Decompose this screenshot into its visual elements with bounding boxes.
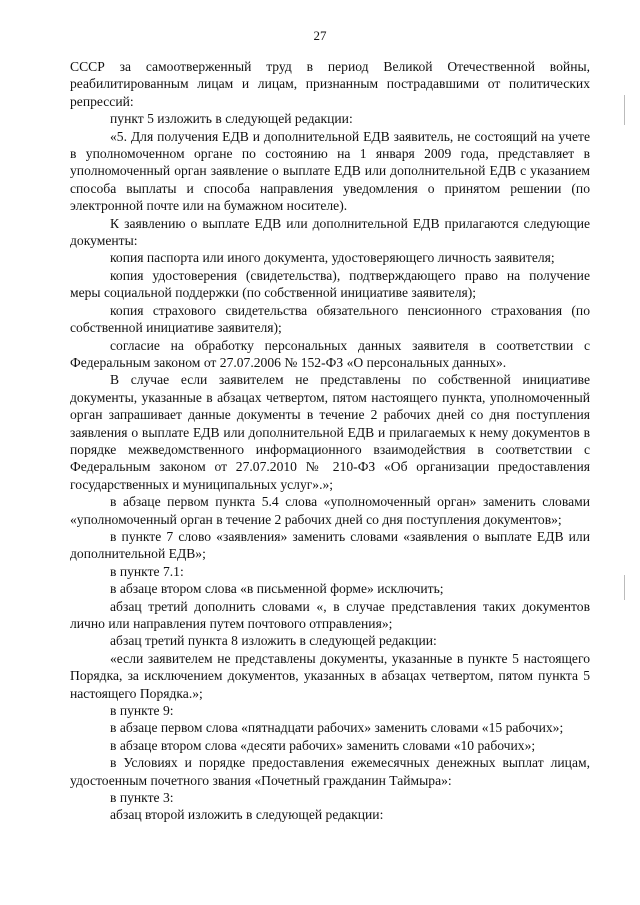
paragraph: пункт 5 изложить в следующей редакции: bbox=[110, 111, 353, 127]
paragraph: согласие на обработку персональных данных заявителя в соответствии с Федеральным законом от 27.07.2006 № 152-ФЗ «О персональных данных». bbox=[70, 337, 590, 370]
paragraph: в пункте 7.1: bbox=[110, 563, 184, 579]
paragraph: в абзаце втором слова «в письменной форме» исключить; bbox=[110, 581, 444, 597]
document-body bbox=[70, 58, 590, 824]
paragraph: копия удостоверения (свидетельства), подтверждающего право на получение меры социальной поддержки (по собственной инициативе заявителя); bbox=[70, 267, 590, 301]
paragraph: в абзаце втором слова «десяти рабочих» заменить словами «10 рабочих»; bbox=[110, 737, 536, 753]
paragraph: СССР за самоотверженный труд в период Великой Отечественной войны, реабилитированным лицам и лицам, признанным пострадавшими от политических репрессий: bbox=[70, 59, 590, 109]
paragraph: в абзаце первом пункта 5.4 слова «уполномоченный орган» заменить словами «уполномоченный орган в течение 2 рабочих дней со дня поступления документов»; bbox=[70, 494, 590, 527]
paragraph: «если заявителем не представлены документы, указанные в пункте 5 настоящего Порядка, за исключением документов, указанных в абзацах четвертом, пятом пункта 5 настоящего Порядка.»; bbox=[70, 650, 590, 701]
paragraph: «5. Для получения ЕДВ и дополнительной ЕДВ заявитель, не состоящий на учете в уполномоченном органе по состоянию на 1 января 2009 года, представляет в уполномоченный орган заявление о выплате ЕДВ или дополнительной ЕДВ с указанием способа выплаты и способа направления уведомления о принятом решении (по электронной почте или на бумажном носителе). bbox=[70, 128, 590, 214]
scan-edge-mark bbox=[624, 95, 625, 125]
paragraph: копия паспорта или иного документа, удостоверяющего личность заявителя; bbox=[110, 250, 555, 266]
paragraph: в пункте 3: bbox=[110, 790, 174, 806]
paragraph: абзац третий пункта 8 изложить в следующей редакции: bbox=[110, 633, 437, 649]
paragraph: абзац второй изложить в следующей редакции: bbox=[110, 807, 384, 823]
paragraph: абзац третий дополнить словами «, в случае представления таких документов лично или направления путем почтового отправления»; bbox=[70, 598, 590, 631]
paragraph: К заявлению о выплате ЕДВ или дополнительной ЕДВ прилагаются следующие документы: bbox=[70, 215, 590, 249]
scan-edge-mark bbox=[624, 575, 625, 600]
page-number: 27 bbox=[313, 28, 327, 43]
paragraph: в пункте 7 слово «заявления» заменить словами «заявления о выплате ЕДВ или дополнительной ЕДВ»; bbox=[70, 528, 590, 562]
paragraph: копия страхового свидетельства обязательного пенсионного страхования (по собственной инициативе заявителя); bbox=[70, 302, 590, 336]
paragraph: в Условиях и порядке предоставления ежемесячных денежных выплат лицам, удостоенным почетного звания «Почетный гражданин Таймыра»: bbox=[70, 755, 590, 788]
paragraph: в абзаце первом слова «пятнадцати рабочих» заменить словами «15 рабочих»; bbox=[110, 720, 564, 736]
paragraph: В случае если заявителем не представлены по собственной инициативе документы, указанные в абзацах четвертом, пятом настоящего пункта, уполномоченный орган запрашивает данные документы в течение 2 рабочих дней со дня поступления заявления о выплате ЕДВ или дополнительной ЕДВ и прилагаемых к нему документов в порядке межведомственного информационного взаимодействия в соответствии с Федеральным законом от 27.07.2010 № 210-ФЗ «Об организации предоставления государственных и муниципальных услуг».»; bbox=[70, 372, 590, 492]
paragraph: в пункте 9: bbox=[110, 703, 174, 719]
